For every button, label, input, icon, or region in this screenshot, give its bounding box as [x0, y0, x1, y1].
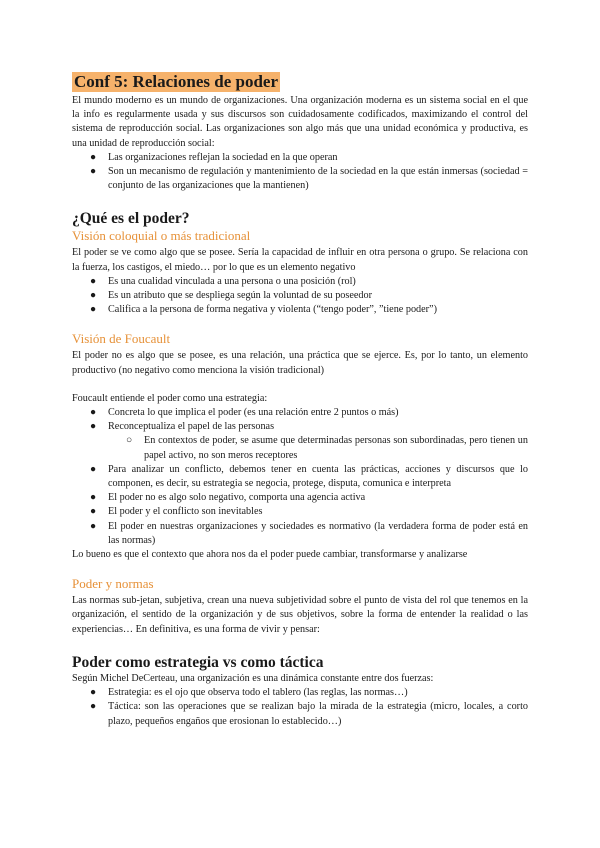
list-item-text: Es una cualidad vinculada a una persona o una posición (rol)	[108, 275, 356, 287]
list-item	[72, 289, 528, 303]
list-item-text: Para analizar un conflicto, debemos tener en cuenta las prácticas, acciones y discursos que lo componen, es decir, su estrategia se negocia, protege, disputa, comunica e interpreta	[108, 463, 528, 490]
list-item-text: Son un mecanismo de regulación y mantenimiento de la sociedad en la que están inmersas (sociedad = conjunto de las organizaciones que la mantienen)	[108, 166, 528, 192]
list-item	[72, 165, 528, 193]
bullet-icon: ●	[90, 687, 97, 699]
subheading-vision-coloquial: Visión coloquial o más tradicional	[72, 228, 251, 244]
coloquial-list	[72, 275, 528, 318]
section-heading-poder: ¿Qué es el poder?	[72, 210, 190, 228]
circle-bullet-icon: ○	[126, 435, 133, 447]
estrategia-paragraph: Según Michel DeCerteau, una organización es una dinámica constante entre dos fuerzas:	[72, 672, 434, 684]
list-item	[72, 275, 528, 289]
list-item-text: El poder y el conflicto son inevitables	[108, 506, 263, 518]
bullet-icon: ●	[90, 407, 97, 419]
bullet-icon: ●	[90, 304, 97, 316]
normas-paragraph: Las normas sub-jetan, subjetiva, crean una nueva subjetividad sobre el punto de vista del rol que tenemos en la organización, el sentido de la organización y de sus objetivos, sobre la forma de entender la realidad o las experiencias… En definitiva, es una forma de vivir y pensar:	[72, 595, 528, 635]
bullet-icon: ●	[90, 421, 97, 433]
bullet-icon: ●	[90, 520, 97, 532]
list-item	[72, 420, 528, 463]
list-item-text: Califica a la persona de forma negativa y violenta (“tengo poder”, ”tiene poder”)	[108, 304, 437, 316]
list-item	[72, 303, 528, 317]
subheading-vision-foucault: Visión de Foucault	[72, 331, 171, 347]
list-item-text: Es un atributo que se despliega según la voluntad de su poseedor	[108, 290, 372, 302]
list-item-text: Táctica: son las operaciones que se realizan bajo la mirada de la estrategia (micro, locales, a corto plazo, pequeños engaños que erosionan lo establecido…)	[108, 701, 528, 727]
foucault-conclusion: Lo bueno es que el contexto que ahora nos da el poder puede cambiar, transformarse y analizarse	[72, 549, 468, 561]
list-item	[72, 406, 528, 420]
coloquial-paragraph: El poder se ve como algo que se posee. Sería la capacidad de influir en otra persona o grupo. Se relaciona con la fuerza, los castigos, el miedo… por lo que es un elemento negativo	[72, 247, 528, 273]
bullet-icon: ●	[90, 701, 97, 713]
estrategia-list	[72, 686, 528, 729]
list-item-text: Estrategia: es el ojo que observa todo el tablero (las reglas, las normas…)	[108, 687, 408, 699]
foucault-strategy-intro: Foucault entiende el poder como una estrategia:	[72, 392, 268, 404]
page-title: Conf 5: Relaciones de poder	[74, 72, 278, 91]
list-item-text: Reconceptualiza el papel de las personas	[108, 421, 275, 433]
bullet-icon: ●	[90, 166, 97, 178]
list-item	[72, 700, 528, 728]
bullet-icon: ●	[90, 151, 97, 163]
list-item-text: El poder no es algo solo negativo, comporta una agencia activa	[108, 492, 366, 504]
foucault-paragraph: El poder no es algo que se posee, es una relación, una práctica que se ejerce. Es, por lo tanto, un elemento productivo (no negativo como menciona la visión tradicional)	[72, 350, 528, 376]
bullet-icon: ●	[90, 463, 97, 475]
foucault-list	[72, 406, 528, 548]
intro-list	[72, 151, 528, 194]
list-item	[72, 520, 528, 548]
bullet-icon: ●	[90, 492, 97, 504]
bullet-icon: ●	[90, 275, 97, 287]
list-item-text: Concreta lo que implica el poder (es una relación entre 2 puntos o más)	[108, 407, 399, 419]
subheading-poder-normas: Poder y normas	[72, 576, 154, 592]
foucault-sublist	[108, 434, 528, 462]
list-item-text: El poder en nuestras organizaciones y sociedades es normativo (la verdadera forma de poder está en las normas)	[108, 520, 528, 546]
list-item	[72, 491, 528, 505]
list-item	[72, 505, 528, 519]
list-item	[72, 151, 528, 165]
sub-list-item	[108, 434, 528, 462]
list-item-text: En contextos de poder, se asume que determinadas personas son subordinadas, pero tienen un papel activo, no son meros receptores	[144, 435, 528, 461]
intro-paragraph: El mundo moderno es un mundo de organizaciones. Una organización moderna es un sistema social en el que la info es regularmente usada y sus discursos son cuidadosamente codificados, maximizando el control del sistema de reproducción social. Las organizaciones son algo más que una unidad económica y productiva, es una unidad de reproducción social:	[72, 95, 528, 149]
section-heading-estrategia: Poder como estrategia vs como táctica	[72, 653, 324, 671]
bullet-icon: ●	[90, 290, 97, 302]
list-item	[72, 686, 528, 700]
list-item-text: Las organizaciones reflejan la sociedad en la que operan	[108, 151, 338, 163]
bullet-icon: ●	[90, 506, 97, 518]
list-item	[72, 463, 528, 491]
